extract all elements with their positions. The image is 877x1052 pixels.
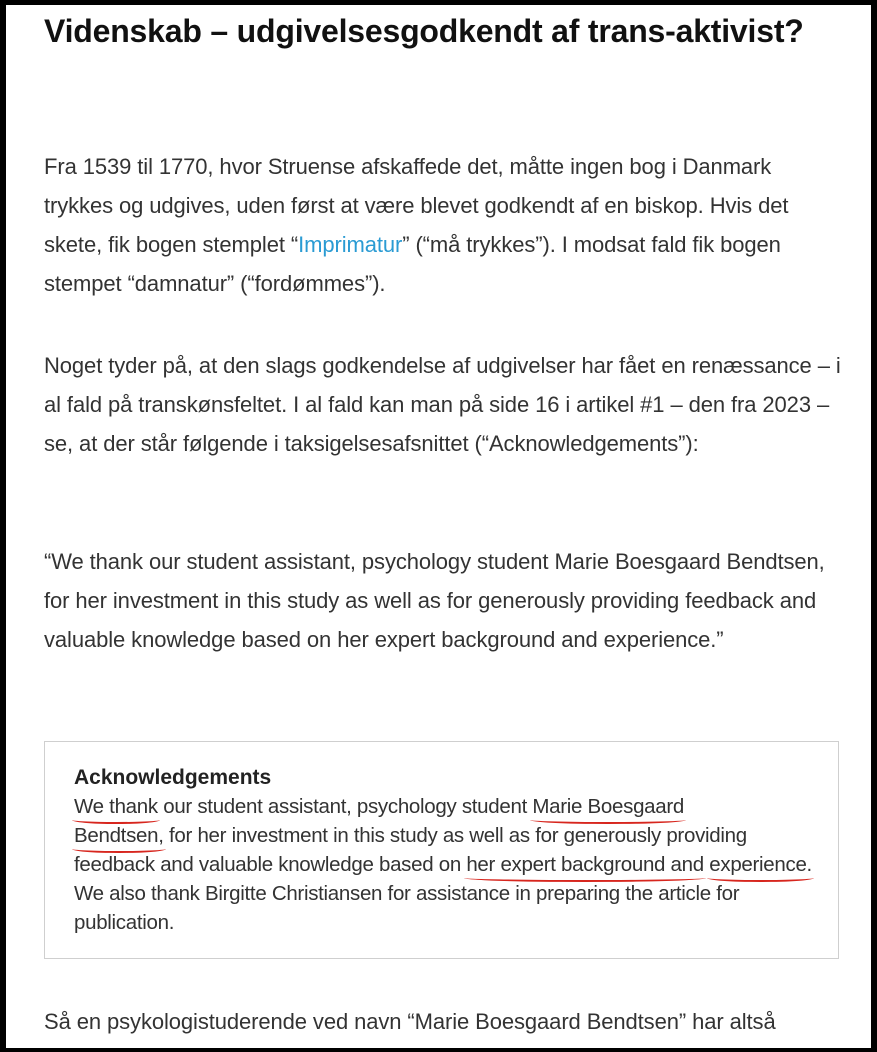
- underline-name-first: Marie Boesgaard: [532, 795, 685, 818]
- acknowledgements-screenshot: [44, 741, 839, 959]
- p1-text-before: Fra 1539 til 1770, hvor Struense afskaffede det, måtte ingen bog i Danmark trykkes og udgives, uden først at være blevet godkendt af en biskop. Hvis det skete, fik bogen stemplet “: [44, 154, 789, 257]
- quote-paragraph: “We thank our student assistant, psychology student Marie Boesgaard Bendtsen, for her investment in this study as well as for generously providing feedback and valuable knowledge based on her expert background and experience.”: [44, 549, 825, 652]
- underline-expert-background: her expert background and: [466, 853, 704, 876]
- p1-text-after: ” (“må trykkes”). I modsat fald fik bogen stempet “damnatur” (“fordømmes”).: [44, 232, 781, 296]
- acknowledgements-text: [74, 792, 824, 937]
- underline-name-last: Bendtsen,: [74, 824, 164, 847]
- ack-text-1: our student assistant, psychology student: [157, 795, 533, 818]
- article-title: Videnskab – udgivelsesgodkendt af trans-aktivist?: [44, 13, 804, 49]
- acknowledgements-excerpt: [74, 764, 824, 937]
- paragraph-conclusion: Så en psykologistuderende ved navn “Marie Boesgaard Bendtsen” har altså: [44, 1009, 776, 1034]
- imprimatur-link[interactable]: Imprimatur: [298, 232, 403, 257]
- page: [6, 5, 871, 1048]
- underline-we-thank: We thank: [74, 795, 158, 818]
- paragraph-imprimatur: [44, 147, 844, 303]
- underline-experience: experience.: [709, 853, 812, 876]
- paragraph-renaissance: Noget tyder på, at den slags godkendelse af udgivelser har fået en renæssance – i al fald på transkønsfeltet. I al fald kan man på side 16 i artikel #1 – den fra 2023 – se, at der står følgende i taksigelsesafsnittet (“Acknowledgements”):: [44, 353, 841, 456]
- acknowledgements-heading: Acknowledgements: [74, 766, 272, 789]
- ack-text-2: for her investment in this study as well as for generously providing feedback and valuable knowledge based on: [74, 824, 747, 876]
- ack-text-3: We also thank Birgitte Christiansen for assistance in preparing the article for publication.: [74, 882, 740, 934]
